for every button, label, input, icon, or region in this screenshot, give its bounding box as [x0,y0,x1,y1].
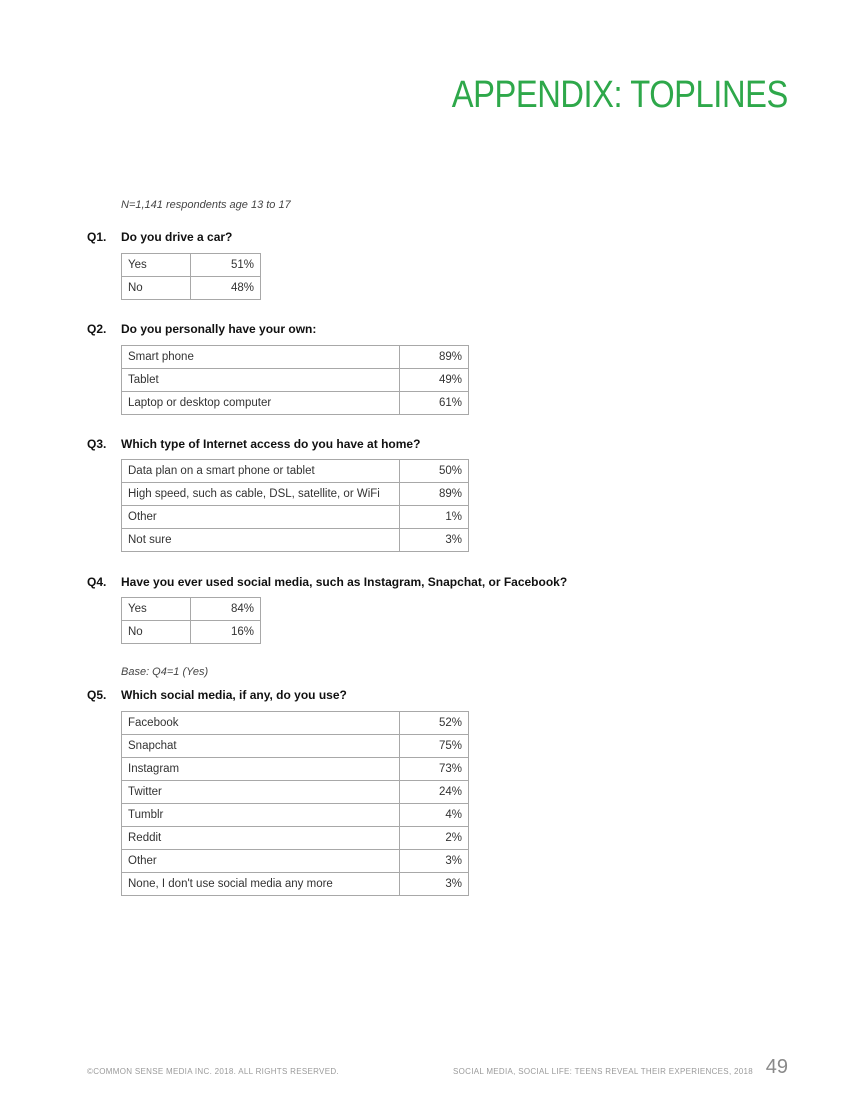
response-table-q2 [121,345,469,415]
response-label: Yes [122,254,191,277]
footer-report-title: SOCIAL MEDIA, SOCIAL LIFE: TEENS REVEAL THEIR EXPERIENCES, 2018 [452,1067,753,1076]
table-row [122,827,469,850]
table-row [122,254,261,277]
response-table-q5 [121,711,469,896]
response-label: Tablet [122,369,400,392]
response-label: Other [122,850,400,873]
response-value: 3% [400,873,469,896]
response-label: Snapchat [122,735,400,758]
response-table-q1 [121,253,261,300]
table-row [122,850,469,873]
table-row [122,369,469,392]
table-row [122,346,469,369]
response-label: Facebook [122,712,400,735]
table-row [122,621,261,644]
response-label: None, I don't use social media any more [122,873,400,896]
table-row [122,506,469,529]
response-value: 61% [400,392,469,415]
question-number-q3: Q3. [87,437,107,451]
table-row [122,873,469,896]
response-label: Laptop or desktop computer [122,392,400,415]
question-number-q5: Q5. [87,688,107,702]
response-label: Instagram [122,758,400,781]
question-number-q2: Q2. [87,322,107,336]
response-table-q4 [121,597,261,644]
question-text-q3: Which type of Internet access do you have at home? [121,437,421,451]
question-text-q1: Do you drive a car? [121,230,233,244]
table-row [122,758,469,781]
footer-copyright: ©COMMON SENSE MEDIA INC. 2018. ALL RIGHTS RESERVED. [87,1067,339,1076]
table-row [122,277,261,300]
table-row [122,529,469,552]
response-value: 48% [191,277,261,300]
response-value: 52% [400,712,469,735]
response-value: 3% [400,850,469,873]
response-value: 50% [400,460,469,483]
response-value: 49% [400,369,469,392]
page-title: APPENDIX: TOPLINES [451,74,788,116]
response-value: 2% [400,827,469,850]
response-label: Reddit [122,827,400,850]
response-value: 89% [400,346,469,369]
table-row [122,804,469,827]
response-table-q3 [121,459,469,552]
question-text-q5: Which social media, if any, do you use? [121,688,347,702]
response-label: Not sure [122,529,400,552]
response-label: Tumblr [122,804,400,827]
response-value: 1% [400,506,469,529]
response-value: 73% [400,758,469,781]
response-label: Data plan on a smart phone or tablet [122,460,400,483]
response-label: High speed, such as cable, DSL, satellite, or WiFi [122,483,400,506]
question-number-q4: Q4. [87,575,107,589]
table-row [122,392,469,415]
response-value: 51% [191,254,261,277]
base-note: Base: Q4=1 (Yes) [121,666,209,678]
response-value: 84% [191,598,261,621]
response-value: 3% [400,529,469,552]
table-row [122,460,469,483]
page-number: 49 [765,1056,788,1078]
response-label: No [122,621,191,644]
response-label: Smart phone [122,346,400,369]
table-row [122,781,469,804]
response-value: 4% [400,804,469,827]
response-label: Twitter [122,781,400,804]
response-value: 89% [400,483,469,506]
response-value: 16% [191,621,261,644]
sample-note: N=1,141 respondents age 13 to 17 [121,199,291,211]
table-row [122,598,261,621]
question-number-q1: Q1. [87,230,107,244]
response-label: No [122,277,191,300]
table-row [122,483,469,506]
response-label: Yes [122,598,191,621]
table-row [122,735,469,758]
response-value: 75% [400,735,469,758]
question-text-q4: Have you ever used social media, such as Instagram, Snapchat, or Facebook? [121,575,568,589]
table-row [122,712,469,735]
question-text-q2: Do you personally have your own: [121,322,317,336]
response-value: 24% [400,781,469,804]
response-label: Other [122,506,400,529]
